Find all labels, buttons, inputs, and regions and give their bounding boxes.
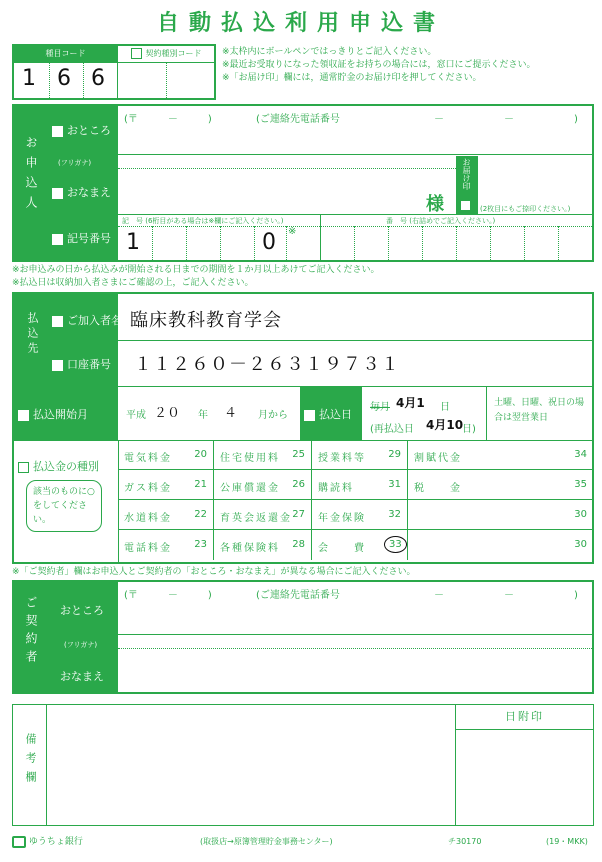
contractor-furigana-label: (フリガナ) (64, 641, 98, 649)
kind-cell[interactable] (408, 500, 594, 530)
kind-code: 23 (194, 539, 207, 550)
kind-label: 育英会返還金 (220, 513, 292, 524)
type-code-label: 種目コード (14, 46, 117, 62)
start-label-cell: 払込開始月 (14, 386, 118, 440)
postal-field[interactable]: (〒 － ) (124, 114, 212, 125)
name-label: おなまえ (52, 184, 111, 200)
type-code-digit: 1 (22, 66, 36, 91)
kind-label: 購読料 (318, 483, 354, 494)
contractor-phone-field[interactable]: － － ) (434, 590, 578, 601)
kind-label: 電話料金 (124, 543, 172, 554)
payee-section (12, 292, 594, 564)
kind-label: 年金保険 (318, 513, 366, 524)
date-stamp-box (455, 705, 593, 825)
kind-code: 25 (292, 449, 305, 460)
symbol-label: 記号番号 (52, 230, 111, 246)
era: 平成 (126, 410, 146, 421)
number-header: 番 号 (右詰めでご記入ください。) (386, 217, 496, 225)
kind-code: 32 (388, 509, 401, 520)
kind-code: 33 (384, 536, 407, 553)
remarks-label: 備考欄 (13, 705, 47, 825)
remarks-box (12, 704, 594, 826)
applicant-side-label: お申込人 (14, 106, 48, 260)
kind-label: 公庫償還金 (220, 483, 280, 494)
kind-label: 各種保険料 (220, 543, 280, 554)
contractor-postal[interactable]: (〒 － ) (124, 590, 212, 601)
kinds-instruction: 該当のものに○をしてください。 (26, 480, 102, 532)
kind-cell[interactable] (312, 500, 408, 530)
kind-cell[interactable] (408, 440, 594, 470)
kind-label: ガス料金 (124, 483, 172, 494)
note-line: ※最近お受取りになった領収証をお持ちの場合には，窓口にご提示ください。 (222, 60, 536, 70)
account-label: 口座番号 (52, 356, 111, 372)
type-code-digit: 6 (57, 66, 71, 91)
seal-note: (2枚目にもご捺印ください。) (480, 205, 571, 213)
kinds-grid (118, 440, 594, 562)
contract-code-checkbox[interactable] (131, 48, 142, 59)
repay-value: 4月10 (426, 418, 464, 432)
seal-checkbox[interactable] (460, 200, 471, 211)
kind-cell[interactable] (312, 470, 408, 500)
contract-note: ※「ご契約者」欄はお申込人とご契約者の「おところ・おなまえ」が異なる場合にご記入ください。 (12, 567, 416, 577)
bank-icon (12, 836, 26, 848)
contractor-name-label: おなまえ (60, 670, 104, 683)
payday-unit: 日 (440, 402, 450, 413)
note-line: ※払込日は収納加入者さまにご確認の上，ご記入ください。 (12, 278, 254, 288)
kind-label: 割賦代金 (414, 453, 462, 464)
seal-label-box: お届け印 (456, 156, 478, 214)
asterisk-mark: ※ (288, 226, 297, 237)
start-month: ４ (224, 406, 238, 421)
kind-label: 水道料金 (124, 513, 172, 524)
contract-code-label: 契約種別コード (118, 46, 214, 62)
payday-label-cell: 払込日 (300, 386, 362, 440)
honorific: 様 (426, 194, 444, 215)
kind-cell[interactable] (214, 470, 312, 500)
payday-prefix: 毎月 (370, 402, 390, 413)
kind-cell[interactable] (118, 500, 214, 530)
repay-unit: 日) (462, 424, 476, 435)
kind-cell[interactable] (118, 530, 214, 560)
payee-side-label: 払込先 (14, 294, 48, 386)
kind-cell[interactable] (214, 530, 312, 560)
kind-label: 会 費 (318, 543, 366, 554)
kinds-label-cell: 払込金の種別 該当のものに○をしてください。 (14, 440, 118, 562)
subscriber-value: 臨床教科教育学会 (130, 310, 282, 331)
repay-label: (再払込日 (370, 424, 414, 435)
kind-code: 21 (194, 479, 207, 490)
kind-cell[interactable] (312, 530, 408, 560)
furigana-label: (フリガナ) (58, 159, 92, 167)
symbol-digit-1: 1 (126, 230, 140, 255)
kind-cell[interactable] (118, 440, 214, 470)
date-stamp-label: 日附印 (456, 705, 593, 730)
subscriber-label: ご加入者名 (52, 312, 122, 328)
contractor-side-label: ご契約者 (14, 582, 48, 692)
kind-code: 35 (574, 479, 587, 490)
kind-cell[interactable] (408, 470, 594, 500)
kind-code: 30 (574, 539, 587, 550)
payday-value: 4月1 (396, 396, 425, 410)
kind-code: 28 (292, 539, 305, 550)
kind-code: 30 (574, 509, 587, 520)
kind-code: 34 (574, 449, 587, 460)
mid-notes (12, 264, 594, 290)
contractor-address-label: おところ (60, 604, 104, 617)
form-title: 自動払込利用申込書 (156, 11, 445, 36)
note-line: ※「お届け印」欄には，通常貯金のお届け印を押してください。 (222, 73, 482, 83)
note-line: ※太枠内にボールペンではっきりとご記入ください。 (222, 47, 437, 57)
address-label: おところ (52, 122, 111, 138)
symbol-header: 記 号 (6桁目がある場合は※欄にご記入ください。) (122, 217, 284, 225)
bank-logo (12, 834, 83, 848)
kind-code: 22 (194, 509, 207, 520)
code-box (12, 44, 216, 100)
footer-version: (19・MKK) (546, 837, 588, 846)
kind-code: 26 (292, 479, 305, 490)
top-notes (222, 46, 594, 85)
note-line: ※お申込みの日から払込みが開始される日までの期間を１か月以上あけてご記入ください。 (12, 265, 380, 275)
kind-code: 20 (194, 449, 207, 460)
phone-field[interactable]: － － ) (434, 114, 578, 125)
kind-label: 電気料金 (124, 453, 172, 464)
bank-name: ゆうちょ銀行 (28, 837, 83, 847)
kind-cell[interactable] (312, 440, 408, 470)
kind-cell[interactable] (214, 500, 312, 530)
kind-label: 税 金 (414, 483, 462, 494)
contractor-phone-label: (ご連絡先電話番号 (256, 590, 340, 601)
kind-code: 29 (388, 449, 401, 460)
footer-code: チ30170 (448, 837, 482, 846)
kind-code: 27 (292, 509, 305, 520)
start-year: ２０ (154, 406, 181, 421)
kind-code: 31 (388, 479, 401, 490)
footer-center: (取扱店→原簿管理貯金事務センター) (200, 837, 333, 846)
kind-cell[interactable] (118, 470, 214, 500)
kind-label: 授業料等 (318, 453, 366, 464)
year-unit: 年 (198, 410, 208, 421)
account-value: １１２６０－２６３１９７３１ (134, 354, 400, 375)
contractor-section (12, 580, 594, 694)
symbol-digit-6: 0 (262, 230, 276, 255)
kind-cell[interactable] (214, 440, 312, 470)
kind-cell[interactable] (408, 530, 594, 560)
phone-label: (ご連絡先電話番号 (256, 114, 340, 125)
type-code-digit: 6 (91, 66, 105, 91)
kind-label: 住宅使用料 (220, 453, 280, 464)
month-unit: 月から (258, 410, 288, 421)
applicant-section (12, 104, 594, 262)
holiday-note: 土曜、日曜、祝日の場合は翌営業日 (494, 398, 585, 423)
